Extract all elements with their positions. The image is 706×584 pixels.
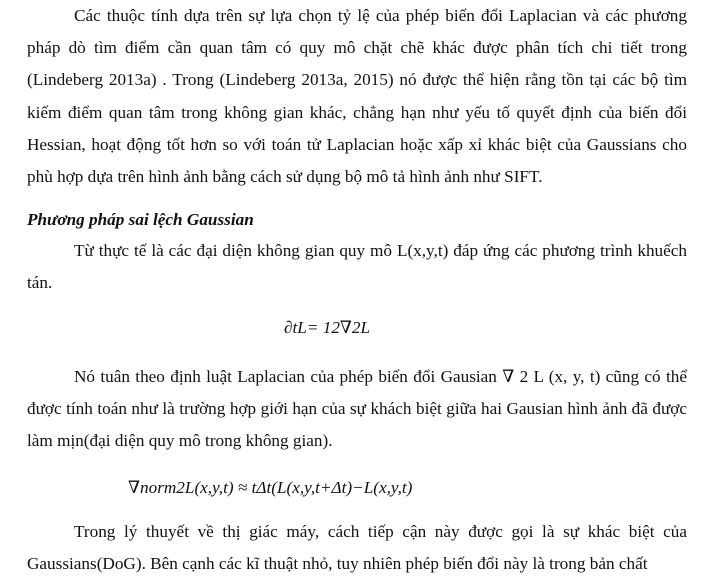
diffusion-equation: ∂tL= 12∇2L [284, 318, 371, 337]
dog-approximation-equation: ∇norm2L(x,y,t) ≈ tΔt(L(x,y,t+Δt)−L(x,y,t) [128, 478, 413, 497]
paragraph-dog-theory: Trong lý thuyết về thị giác máy, cách tiếp cận này được gọi là sự khác biệt của Gaussians(DoG). Bên cạnh các kĩ thuật nhỏ, tuy nhiên phép biến đổi này là trong bản chất [27, 522, 687, 574]
paragraph-scale-space-diffusion: Từ thực tế là các đại diện không gian quy mô L(x,y,t) đáp ứng các phương trình khuếch tán. [27, 241, 687, 293]
paragraph-laplacian-properties: Các thuộc tính dựa trên sự lựa chọn tỷ lệ của phép biến đổi Laplacian và các phương pháp dò tìm điểm cần quan tâm có quy mô chặt chẽ khác được phân tích chi tiết trong (Lindeberg 2013a) . Trong (Lindeberg 2013a, 2015) nó được thể hiện rằng tồn tại các bộ tìm kiếm điểm quan tâm trong không gian khác, chẳng hạn như yếu tố quyết định của biến đổi Hessian, hoạt động tốt hơn so với toán tử Laplacian hoặc xấp xỉ khác biệt của Gaussians cho phù hợp dựa trên hình ảnh bằng cách sử dụng bộ mô tả hình ảnh như SIFT. [27, 6, 687, 187]
section-heading: Phương pháp sai lệch Gaussian [27, 210, 254, 229]
paragraph-laplacian-limit: Nó tuân theo định luật Laplacian của phép biến đổi Gausian ∇ 2 L (x, y, t) cũng có thể được tính toán như là trường hợp giới hạn của sự khách biệt giữa hai Gausian hình ảnh đã được làm mịn(đại diện quy mô trong không gian). [27, 367, 687, 451]
